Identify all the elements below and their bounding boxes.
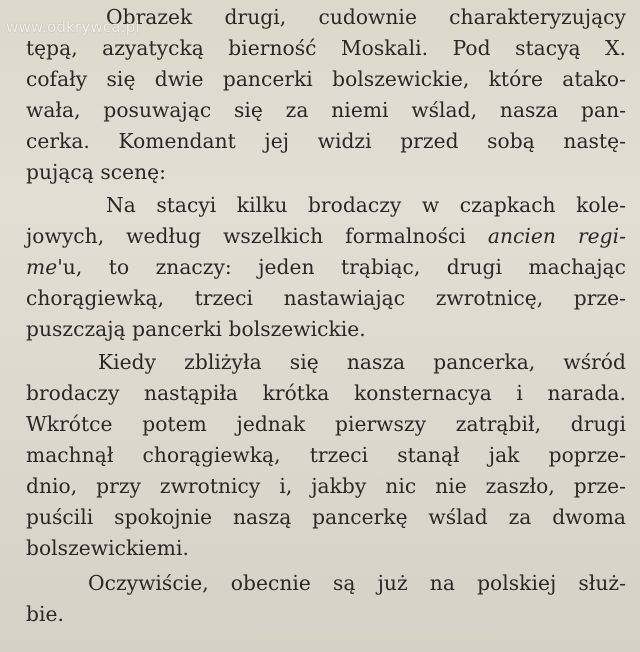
text-line: puścili spokojnie naszą pancerkę wślad za dwoma bbox=[26, 505, 626, 529]
text-line: cerka. Komendant jej widzi przed sobą nastę- bbox=[26, 129, 626, 153]
italic-phrase: ancien regi- bbox=[487, 224, 626, 248]
watermark: www.odkrywca.pl bbox=[6, 18, 140, 36]
text-line: tępą, azyatycką bierność Moskali. Pod stacyą X. bbox=[26, 36, 626, 60]
text-line: wała, posuwając się za niemi wślad, nasza pan- bbox=[26, 98, 626, 122]
text-line: cofały się dwie pancerki bolszewickie, które atako- bbox=[26, 67, 626, 91]
text-line: bolszewickiemi. bbox=[26, 536, 189, 560]
text-line: Na stacyi kilku brodaczy w czapkach kole- bbox=[106, 193, 626, 217]
text-line-with-italic bbox=[26, 221, 626, 252]
body-text bbox=[26, 2, 626, 630]
italic-phrase: me bbox=[26, 255, 58, 279]
text-line: dnio, przy zwrotnicy i, jakby nic nie zaszło, prze- bbox=[26, 474, 626, 498]
text-line: Obrazek drugi, cudownie charakteryzujący bbox=[106, 5, 626, 29]
text-line: puszczają pancerki bolszewickie. bbox=[26, 317, 366, 341]
text-line: brodaczy nastąpiła krótka konsternacya i narada. bbox=[26, 381, 626, 405]
text-line: Oczywiście, obecnie są już na polskiej służ- bbox=[88, 571, 626, 595]
text-segment: jowych, według wszelkich formalności bbox=[26, 224, 488, 248]
text-line: pującą scenę: bbox=[26, 160, 166, 184]
text-line-with-italic bbox=[26, 252, 626, 283]
text-line: Kiedy zbliżyła się nasza pancerka, wśród bbox=[98, 350, 626, 374]
text-line: Wkrótce potem jednak pierwszy zatrąbił, drugi bbox=[26, 412, 626, 436]
text-line: machnął chorągiewką, trzeci stanął jak poprze- bbox=[26, 443, 626, 467]
text-line: bie. bbox=[26, 602, 64, 626]
text-segment: 'u, to znaczy: jeden trąbiąc, drugi machając bbox=[57, 255, 626, 279]
text-line: chorągiewką, trzeci nastawiając zwrotnicę, prze- bbox=[26, 286, 626, 310]
